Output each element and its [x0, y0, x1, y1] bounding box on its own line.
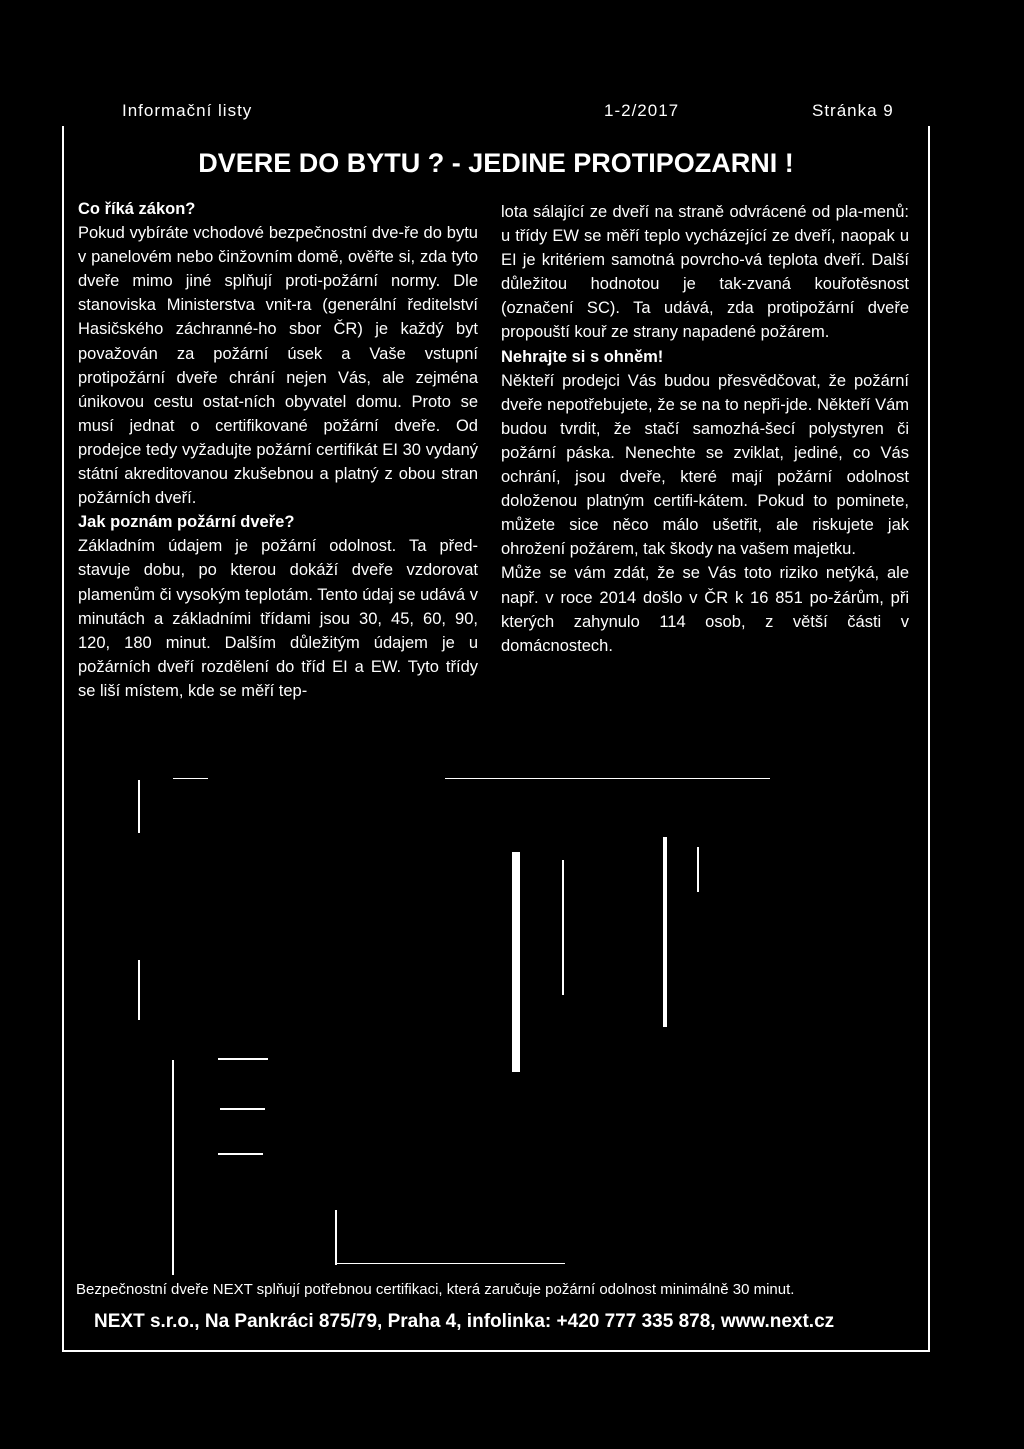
- photo-line: [335, 1210, 337, 1265]
- photo-line: [663, 837, 667, 1027]
- right-column: [501, 200, 909, 658]
- section-heading-recognize: Jak poznám požární dveře?: [78, 513, 295, 532]
- header-issue: 1-2/2017: [604, 101, 680, 120]
- photo-line: [512, 852, 520, 1072]
- section-heading-law: Co říká zákon?: [78, 200, 196, 218]
- photo-line: [218, 1058, 268, 1060]
- photo-line: [335, 1263, 565, 1264]
- photo-line: [173, 778, 208, 779]
- page-title: DVERE DO BYTU ? - JEDINE PROTIPOZARNI !: [198, 148, 794, 178]
- photo-line: [138, 960, 140, 1020]
- paragraph-statistics: Může se vám zdát, že se Vás toto riziko netýká, ale např. v roce 2014 došlo v ČR k 16 851 po-žárům, při kterých zahynulo 114 osob, z větší části v domácnostech.: [501, 564, 909, 655]
- photo-line: [562, 860, 564, 995]
- photo-line: [172, 1060, 174, 1275]
- header-page: Stránka 9: [812, 101, 894, 120]
- photo-line: [220, 1108, 265, 1110]
- photo-line: [138, 780, 140, 833]
- header-left: Informační listy: [122, 101, 253, 120]
- section-heading-fire: Nehrajte si s ohněm!: [501, 347, 664, 366]
- paragraph-law: Pokud vybíráte vchodové bezpečnostní dve-ře do bytu v panelovém nebo činžovním domě, ověřte si, zda tyto dveře mimo jiné splňují proti-požární normy. Dle stanoviska Ministerstva vnit-ra (generální ředitelství Hasičského záchranné-ho sbor ČR) je každý byt považován za požární úsek a Vaše vstupní protipožární dveře chrání nejen Vás, ale zejména únikovou cestu ostat-ních obyvatel domu. Proto se musí jednat o certifikované požární dveře. Od prodejce tedy vyžadujte požární certifikát EI 30 vydaný státní akreditovanou zkušebnou a platný z obou stran požárních dveří.: [78, 224, 478, 508]
- photo-line: [697, 847, 699, 892]
- photo-line: [218, 1153, 263, 1155]
- paragraph-sellers: Někteří prodejci Vás budou přesvědčovat, že požární dveře nepotřebujete, že se na to nepři-jde. Někteří Vám budou tvrdit, že stačí samozhá-šecí polystyren či požární páska. Nenechte se zviklat, jediné, co Vás ochrání, jsou dveře, které mají požární odolnost doloženou platným certifi-kátem. Pokud to pominete, můžete sice něco málo ušetřit, ale riskujete jak ohrožení požárem, tak škody na vašem majetku.: [501, 371, 909, 559]
- paragraph-recognize: Základním údajem je požární odolnost. Ta před-stavuje dobu, po kterou dokáží dveře vzdorovat plamenům či vysokým teplotám. Tento údaj se udává v minutách a základními třídami jsou 30, 45, 60, 90, 120, 180 minut. Dalším důležitým údajem je u požárních dveří rozdělení do tříd EI a EW. Tyto třídy se liší místem, kde se měří tep-: [78, 537, 478, 700]
- left-column: [78, 197, 478, 703]
- door-photo: [130, 775, 770, 1275]
- photo-line: [445, 778, 770, 779]
- footer-certification-note: Bezpečnostní dveře NEXT splňují potřebnou certifikaci, která zaručuje požární odolnost minimálně 30 minut.: [76, 1281, 795, 1298]
- paragraph-classes: lota sálající ze dveří na straně odvrácené od pla-menů: u třídy EW se měří teplo vycházející ze dveří, naopak u EI je kritériem samotná povrcho-vá teplota dveří. Další důležitou hodnotou je tak-zvaná kouřotěsnost (označení SC). Ta udává, zda protipožární dveře propouští kouř ze strany napadené požárem.: [501, 203, 909, 342]
- frame-bottom-border: [62, 1350, 930, 1352]
- frame-left-border: [62, 126, 64, 1352]
- footer-contact: NEXT s.r.o., Na Pankráci 875/79, Praha 4, infolinka: +420 777 335 878, www.next.cz: [94, 1311, 835, 1332]
- frame-right-border: [928, 126, 930, 1352]
